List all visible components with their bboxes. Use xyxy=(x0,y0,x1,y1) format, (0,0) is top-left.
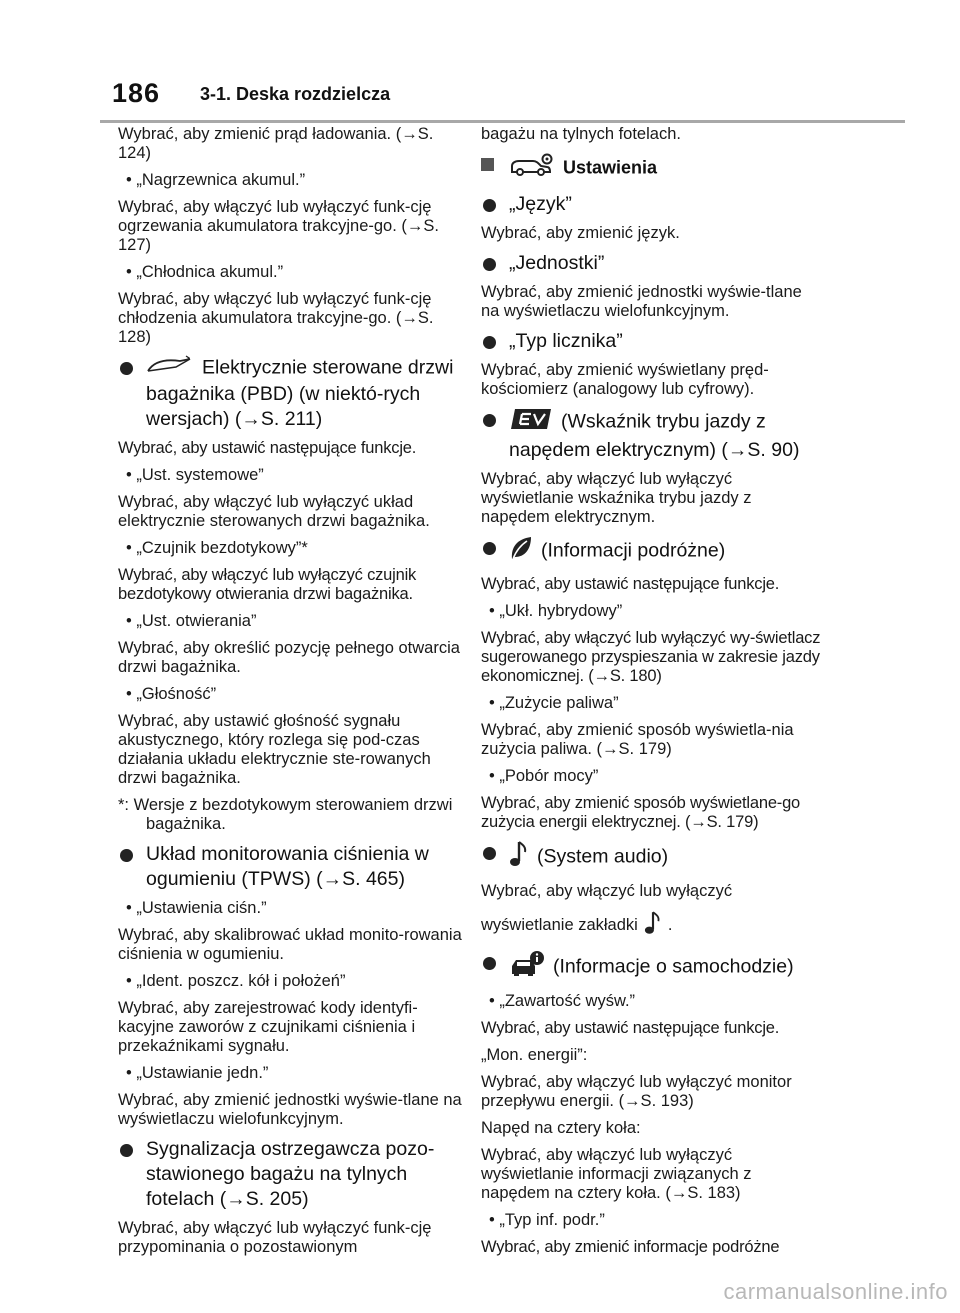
paragraph: Wybrać, aby włączyć lub wyłączyć funk-cję przypominania o pozostawionym xyxy=(118,1219,432,1256)
settings-car-gear-icon xyxy=(509,152,555,185)
bullet-dot-icon xyxy=(483,847,496,860)
paragraph: Wybrać, aby zmienić wyświetlany pręd-kościomierz (analogowy lub cyfrowy). xyxy=(481,361,769,398)
list-item: • „Nagrzewnica akumul.” xyxy=(126,171,306,189)
list-item: • „Ident. poszcz. kół i położeń” xyxy=(126,972,346,990)
bullet-dot-icon xyxy=(483,414,496,427)
bullet-dot-icon xyxy=(483,957,496,970)
heading-rear-seat-reminder xyxy=(118,1137,463,1212)
paragraph: Wybrać, aby zarejestrować kody identyfi-kacyjne zaworów z czujnikami ciśnienia i przekaźnikami sygnału. xyxy=(118,999,418,1055)
heading-text: Ustawienia xyxy=(563,157,658,178)
heading-text: „Typ licznika” xyxy=(509,330,623,352)
heading-settings xyxy=(481,152,821,185)
bullet-dot-icon xyxy=(120,1144,133,1157)
heading-audio-system xyxy=(481,840,821,875)
bullet-dot-icon xyxy=(483,258,496,271)
heading-text: (System audio) xyxy=(537,845,669,868)
heading-tpws xyxy=(118,842,463,892)
heading-units xyxy=(481,251,821,276)
paragraph xyxy=(481,909,821,942)
list-item: • „Czujnik bezdotykowy”* xyxy=(126,539,308,557)
paragraph: Wybrać, aby włączyć lub wyłączyć funk-cję chłodzenia akumulatora trakcyjne-go. (→S. 128) xyxy=(118,290,434,346)
paragraph: Wybrać, aby zmienić sposób wyświetla-nia zużycia paliwa. (→S. 179) xyxy=(481,721,794,758)
heading-vehicle-info xyxy=(481,950,821,985)
music-note-icon xyxy=(509,840,529,875)
paragraph: Wybrać, aby zmienić sposób wyświetlane-go zużycia energii elektrycznej. (→S. 179) xyxy=(481,794,801,831)
heading-text: Elektrycznie sterowane drzwi bagażnika (PBD) (w niektó-rych wersjach) (→S. 211) xyxy=(146,356,454,430)
paragraph: Wybrać, aby włączyć lub wyłączyć wyświetlanie informacji związanych z napędem na cztery koła. (→S. 183) xyxy=(481,1146,752,1202)
paragraph: Wybrać, aby ustawić następujące funkcje. xyxy=(118,439,417,457)
page-header xyxy=(100,78,905,123)
paragraph: Wybrać, aby włączyć lub wyłączyć wyświetlanie wskaźnika trybu jazdy z napędem elektrycznym. xyxy=(481,470,752,526)
list-item: • „Zawartość wyśw.” xyxy=(489,992,636,1010)
heading-ev-indicator xyxy=(481,407,821,463)
list-item: • „Pobór mocy” xyxy=(489,767,599,785)
paragraph: Wybrać, aby ustawić następujące funkcje. xyxy=(481,1019,780,1037)
paragraph: Wybrać, aby określić pozycję pełnego otwarcia drzwi bagażnika. xyxy=(118,639,460,676)
footnote: *: Wersje z bezdotykowym sterowaniem drzwi bagażnika. xyxy=(118,796,453,833)
ev-mode-icon xyxy=(509,407,553,438)
list-item: • „Chłodnica akumul.” xyxy=(126,263,284,281)
heading-text: Układ monitorowania ciśnienia w ogumieniu (TPWS) (→S. 465) xyxy=(146,843,429,890)
bullet-dot-icon xyxy=(483,199,496,212)
paragraph: Wybrać, aby zmienić prąd ładowania. (→S. 124) xyxy=(118,125,434,162)
list-item: • „Ust. systemowe” xyxy=(126,466,264,484)
heading-trip-info xyxy=(481,535,821,568)
paragraph: Wybrać, aby ustawić następujące funkcje. xyxy=(481,575,780,593)
car-trunk-icon xyxy=(146,355,194,382)
heading-text: (Informacji podróżne) xyxy=(541,539,726,562)
paragraph: Wybrać, aby włączyć lub wyłączyć układ elektrycznie sterowanych drzwi bagażnika. xyxy=(118,493,430,530)
heading-text: (Informacje o samochodzie) xyxy=(553,955,794,978)
heading-text: Sygnalizacja ostrzegawcza pozo-stawionego bagażu na tylnych fotelach (→S. 205) xyxy=(146,1138,435,1210)
paragraph: Wybrać, aby włączyć lub wyłączyć monitor przepływu energii. (→S. 193) xyxy=(481,1073,792,1110)
paragraph: Wybrać, aby włączyć lub wyłączyć funk-cję ogrzewania akumulatora trakcyjne-go. (→S. 127) xyxy=(118,198,439,254)
paragraph: Wybrać, aby zmienić jednostki wyświe-tlane na wyświetlaczu wielofunkcyjnym. xyxy=(481,283,802,320)
list-item: • „Głośność” xyxy=(126,685,217,703)
heading-text: „Jednostki” xyxy=(509,252,605,274)
bullet-dot-icon xyxy=(483,542,496,555)
list-item: • „Ustawianie jedn.” xyxy=(126,1064,269,1082)
paragraph: Wybrać, aby włączyć lub wyłączyć czujnik bezdotykowy otwierania drzwi bagażnika. xyxy=(118,566,417,603)
paragraph: Wybrać, aby zmienić informacje podróżne xyxy=(481,1238,780,1256)
paragraph-text: wyświetlanie zakładki xyxy=(481,915,638,934)
heading-power-back-door xyxy=(118,355,463,432)
paragraph: Wybrać, aby ustawić głośność sygnału akustycznego, który rozlega się pod-czas działania układu elektrycznie ste-rowanych drzwi bagażnika. xyxy=(118,712,431,787)
section-title: 3-1. Deska rozdzielcza xyxy=(200,84,391,104)
list-item: • „Ust. otwierania” xyxy=(126,612,257,630)
heading-language xyxy=(481,192,821,217)
paragraph: Wybrać, aby zmienić jednostki wyświe-tlane na wyświetlaczu wielofunkcyjnym. xyxy=(118,1091,462,1128)
left-column xyxy=(118,125,463,1265)
paragraph: Napęd na cztery koła: xyxy=(481,1119,641,1137)
paragraph: Wybrać, aby włączyć lub wyłączyć wy-świetlacz sugerowanego przyspieszania w zakresie jazdy ekonomicznej. (→S. 180) xyxy=(481,629,821,685)
page-number: 186 xyxy=(112,78,161,108)
heading-text: (Wskaźnik trybu jazdy z napędem elektrycznym) (→S. 90) xyxy=(509,410,800,461)
list-item: • „Zużycie paliwa” xyxy=(489,694,619,712)
paragraph: Wybrać, aby skalibrować układ monito-rowania ciśnienia w ogumieniu. xyxy=(118,926,462,963)
watermark: carmanualsonline.info xyxy=(723,1279,948,1304)
eco-leaf-icon xyxy=(509,535,533,568)
list-item: • „Ustawienia ciśn.” xyxy=(126,899,267,917)
paragraph: Wybrać, aby włączyć lub wyłączyć xyxy=(481,882,733,900)
music-note-icon xyxy=(644,909,662,942)
list-item: • „Typ inf. podr.” xyxy=(489,1211,605,1229)
list-item: • „Ukł. hybrydowy” xyxy=(489,602,623,620)
paragraph: „Mon. energii”: xyxy=(481,1046,588,1064)
paragraph: bagażu na tylnych fotelach. xyxy=(481,125,681,143)
heading-meter-type xyxy=(481,329,821,354)
heading-text: „Język” xyxy=(509,193,572,215)
bullet-dot-icon xyxy=(120,849,133,862)
paragraph: Wybrać, aby zmienić język. xyxy=(481,224,680,242)
car-info-icon xyxy=(509,950,545,985)
paragraph-text: . xyxy=(667,915,673,934)
bullet-dot-icon xyxy=(483,336,496,349)
bullet-dot-icon xyxy=(120,362,133,375)
square-bullet-icon xyxy=(481,158,494,171)
right-column xyxy=(481,125,821,1265)
